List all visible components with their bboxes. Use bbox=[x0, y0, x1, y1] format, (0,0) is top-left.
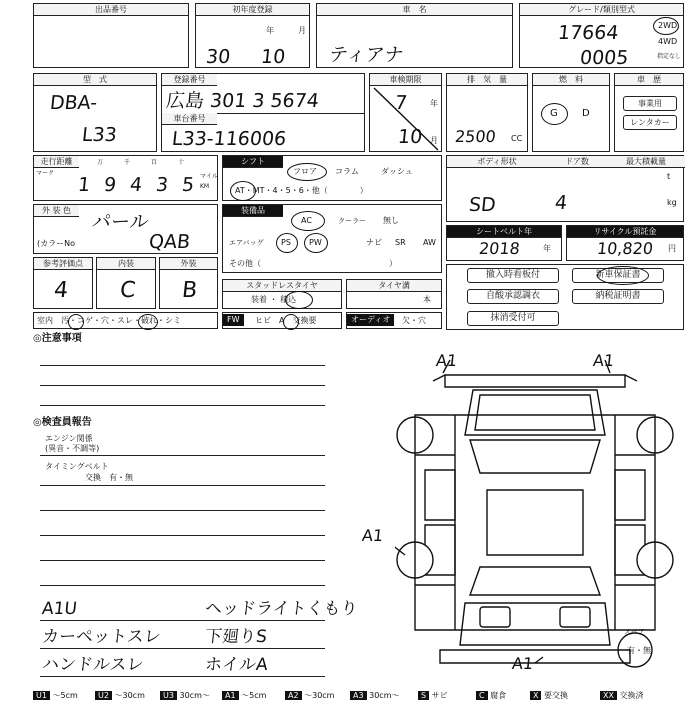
interior-value: C bbox=[118, 278, 137, 303]
paper-2: 自酸承認調衣 bbox=[467, 289, 559, 304]
legend-3: U3 30cm〜 bbox=[160, 690, 210, 702]
seatbelt-value: 2018 bbox=[478, 239, 521, 258]
windshield-box bbox=[222, 312, 342, 329]
capacity-header: 最大積載量 bbox=[607, 156, 685, 168]
note-2-left: カーペットスレ bbox=[40, 627, 162, 647]
equip-navi: ナビ bbox=[366, 238, 382, 247]
fuel-g-circle bbox=[541, 103, 568, 125]
grade-header: グレード/類別型式 bbox=[520, 4, 683, 16]
score-box bbox=[33, 257, 93, 309]
tire-unit: 本 bbox=[423, 295, 431, 304]
equip-airbag: エアバッグ bbox=[229, 239, 264, 247]
car-name-header: 車 名 bbox=[317, 4, 512, 16]
car-diagram bbox=[395, 345, 690, 685]
color-code: QAB bbox=[147, 231, 192, 253]
legend-4: A1 〜5cm bbox=[222, 690, 266, 702]
car-name-box bbox=[316, 3, 513, 68]
fuel-d: D bbox=[582, 108, 590, 119]
legend-6: A3 30cm〜 bbox=[350, 690, 399, 702]
color-value: パール bbox=[90, 211, 150, 233]
insp-year: 7 bbox=[393, 92, 409, 114]
exterior-box bbox=[159, 257, 218, 309]
spare-options: 有・無 bbox=[627, 646, 651, 655]
equip-ac-circle bbox=[291, 211, 325, 231]
tire-box bbox=[346, 279, 442, 309]
fw-label: FW bbox=[223, 314, 244, 326]
color-box bbox=[33, 204, 218, 254]
equip-pw: PW bbox=[309, 238, 322, 247]
note-1-left: A1U bbox=[40, 599, 78, 619]
notes-title: ◎注意事項 bbox=[33, 333, 82, 344]
grade-box bbox=[519, 3, 684, 68]
year-label: 年 bbox=[266, 26, 274, 35]
first-reg-box bbox=[195, 3, 310, 68]
equipment-box bbox=[222, 204, 442, 273]
legend-1: U1 〜5cm bbox=[33, 690, 78, 702]
note-3-right: ホイルA bbox=[203, 655, 269, 675]
interior-stain-circle bbox=[68, 314, 84, 330]
insp-month: 10 bbox=[396, 126, 424, 148]
reg-box bbox=[161, 73, 365, 152]
use-business: 事業用 bbox=[623, 96, 677, 111]
fw-a-circle bbox=[283, 314, 299, 330]
paper-4-circle bbox=[597, 266, 649, 285]
engine-sub: (異音・不調等) bbox=[45, 444, 100, 453]
fuel-header: 燃 料 bbox=[533, 74, 609, 86]
paper-1: 撤入時看板付 bbox=[467, 268, 559, 283]
mileage-digit-4: 3 bbox=[154, 174, 170, 196]
timing-options: 交換 有・無 bbox=[85, 473, 133, 482]
seatbelt-unit: 年 bbox=[543, 244, 551, 253]
equip-ps-circle bbox=[276, 233, 298, 253]
seatbelt-header: シートベルト年 bbox=[447, 226, 561, 238]
displacement-header: 排 気 量 bbox=[447, 74, 527, 86]
reg-header: 登録番号 bbox=[162, 74, 217, 86]
unit-ju: 十 bbox=[178, 159, 185, 166]
equip-aw: AW bbox=[423, 238, 436, 247]
recycle-value: 10,820 bbox=[596, 239, 655, 258]
diagram-mark-4: A1 bbox=[511, 654, 535, 673]
vehicle-use-box bbox=[614, 73, 684, 152]
interior-condition: 室内 汚・コゲ・穴・スレ・破れ・シミ bbox=[37, 316, 181, 325]
equip-ps: PS bbox=[281, 238, 291, 247]
seatbelt-box bbox=[446, 225, 562, 261]
score-header: 参考評価点 bbox=[34, 258, 92, 270]
month-label: 月 bbox=[298, 26, 306, 35]
model-box bbox=[33, 73, 157, 152]
recycle-box bbox=[566, 225, 684, 261]
insp-year-label: 年 bbox=[430, 99, 438, 108]
note-2-right: 下廻りS bbox=[203, 627, 268, 647]
legend-8: C 腐食 bbox=[476, 690, 506, 702]
recycle-header: リサイクル預託金 bbox=[567, 226, 683, 238]
paper-4: 新車保証書 bbox=[572, 268, 664, 283]
first-reg-header: 初年度登録 bbox=[196, 4, 309, 16]
cc-unit: CC bbox=[511, 134, 523, 143]
interior-wear-circle bbox=[138, 314, 158, 330]
reg-number: 広島 301 3 5674 bbox=[164, 90, 320, 112]
shift-column: コラム bbox=[335, 167, 359, 176]
model-header: 型 式 bbox=[34, 74, 156, 86]
drive-2wd-circle bbox=[653, 17, 679, 35]
first-reg-year: 30 bbox=[204, 46, 232, 68]
grade-sub-value: 0005 bbox=[578, 47, 630, 69]
fw-options: ヒビ A 交換要 bbox=[255, 316, 317, 325]
paper-5: 納税証明書 bbox=[572, 289, 664, 304]
fuel-box bbox=[532, 73, 610, 152]
grade-value: 17664 bbox=[556, 22, 620, 44]
unit-sen: 千 bbox=[124, 159, 131, 166]
equip-ac: AC bbox=[301, 216, 312, 225]
shift-floor: フロア bbox=[293, 167, 317, 176]
body-value: SD bbox=[467, 194, 497, 216]
equip-none: 無し bbox=[383, 216, 399, 225]
unit-km: マイル KM bbox=[200, 173, 218, 190]
audio-label: オーディオ bbox=[347, 314, 394, 326]
inspection-cross bbox=[370, 74, 443, 153]
fuel-g: G bbox=[550, 108, 558, 119]
first-reg-month: 10 bbox=[259, 46, 287, 68]
audio-box bbox=[346, 312, 442, 329]
model-line1: DBA- bbox=[48, 92, 99, 114]
displacement-value: 2500 bbox=[454, 127, 497, 146]
doors-value: 4 bbox=[553, 192, 569, 214]
note-3-left: ハンドルスレ bbox=[40, 655, 145, 675]
equip-sr: SR bbox=[395, 238, 406, 247]
mileage-digit-3: 4 bbox=[128, 174, 144, 196]
displacement-box bbox=[446, 73, 528, 152]
chassis-header: 車台番号 bbox=[162, 113, 217, 125]
studless-header: スタッドレスタイヤ bbox=[223, 280, 341, 292]
shift-box bbox=[222, 155, 442, 201]
mileage-header: 走行距離 bbox=[34, 156, 79, 168]
mileage-digit-1: 1 bbox=[76, 174, 92, 196]
diagram-mark-2: A1 bbox=[592, 351, 616, 370]
mileage-mark: マーク bbox=[36, 170, 55, 177]
diagram-mark-3: A1 bbox=[361, 526, 385, 545]
capacity-kg: kg bbox=[667, 198, 677, 207]
chassis-number: L33-116006 bbox=[170, 128, 288, 150]
shift-floor-circle bbox=[287, 163, 327, 181]
shift-header: シフト bbox=[223, 156, 283, 168]
mileage-digit-5: 5 bbox=[180, 174, 196, 196]
studless-circle bbox=[285, 291, 313, 309]
recycle-unit: 円 bbox=[668, 244, 676, 253]
inspector-title: ◎検査員報告 bbox=[33, 417, 92, 428]
unit-hyaku: 百 bbox=[151, 159, 158, 166]
equip-other: その他（ ） bbox=[229, 259, 397, 268]
unit-man: 万 bbox=[97, 159, 104, 166]
shift-at-circle bbox=[230, 181, 256, 201]
legend-5: A2 〜30cm bbox=[285, 690, 334, 702]
studless-box bbox=[222, 279, 342, 309]
legend-10: XX 交換済 bbox=[600, 690, 644, 702]
drive-4wd: 4WD bbox=[658, 37, 678, 46]
interior-condition-box bbox=[33, 312, 218, 329]
note-1-right: ヘッドライトくもり bbox=[203, 599, 359, 619]
mileage-digit-2: 9 bbox=[102, 174, 118, 196]
insp-month-label: 月 bbox=[430, 136, 438, 145]
spare-label: スペア bbox=[624, 628, 645, 636]
car-name: ティアナ bbox=[327, 44, 405, 66]
drive-fixed: 指定なし bbox=[657, 53, 682, 60]
use-rental: レンタカー bbox=[623, 115, 677, 130]
tire-header: タイヤ溝 bbox=[347, 280, 441, 292]
paper-3: 抹消受付可 bbox=[467, 311, 559, 326]
inspection-header: 車検期限 bbox=[370, 74, 441, 86]
interior-header: 内装 bbox=[97, 258, 155, 270]
legend-7: S サビ bbox=[418, 690, 448, 702]
equip-pw-circle bbox=[304, 233, 328, 253]
legend-2: U2 〜30cm bbox=[95, 690, 145, 702]
vehicle-use-header: 車 歴 bbox=[615, 74, 683, 86]
shift-types: AT・MT・4・5・6・他（ ） bbox=[235, 186, 368, 195]
exterior-value: B bbox=[180, 278, 199, 303]
body-box bbox=[446, 155, 684, 222]
shift-dash: ダッシュ bbox=[381, 167, 413, 176]
engine-label: エンジン関係 bbox=[45, 434, 93, 443]
serial-header: 出品番号 bbox=[34, 4, 188, 16]
audio-options: 欠・穴 bbox=[402, 316, 426, 325]
papers-box bbox=[446, 264, 684, 330]
diagram-mark-1: A1 bbox=[435, 351, 459, 370]
legend-9: X 要交換 bbox=[530, 690, 568, 702]
model-line2: L33 bbox=[80, 124, 118, 146]
drive-2wd: 2WD bbox=[658, 21, 678, 30]
exterior-header: 外装 bbox=[160, 258, 217, 270]
inspection-box bbox=[369, 73, 442, 152]
studless-options: 装着 ・ 積込 bbox=[251, 295, 297, 304]
serial-box bbox=[33, 3, 189, 68]
capacity-t: t bbox=[667, 172, 671, 181]
color-code-label: (カラーNo bbox=[37, 239, 75, 248]
body-header: ボディ形状 bbox=[447, 156, 547, 168]
doors-header: ドア数 bbox=[547, 156, 607, 168]
score-value: 4 bbox=[52, 278, 70, 303]
mileage-box bbox=[33, 155, 218, 201]
equipment-header: 装備品 bbox=[223, 205, 283, 217]
timing-label: タイミングベルト bbox=[45, 462, 109, 471]
interior-box bbox=[96, 257, 156, 309]
color-header: 外 装 色 bbox=[34, 205, 79, 217]
equip-cooler: クーラー bbox=[338, 217, 366, 225]
